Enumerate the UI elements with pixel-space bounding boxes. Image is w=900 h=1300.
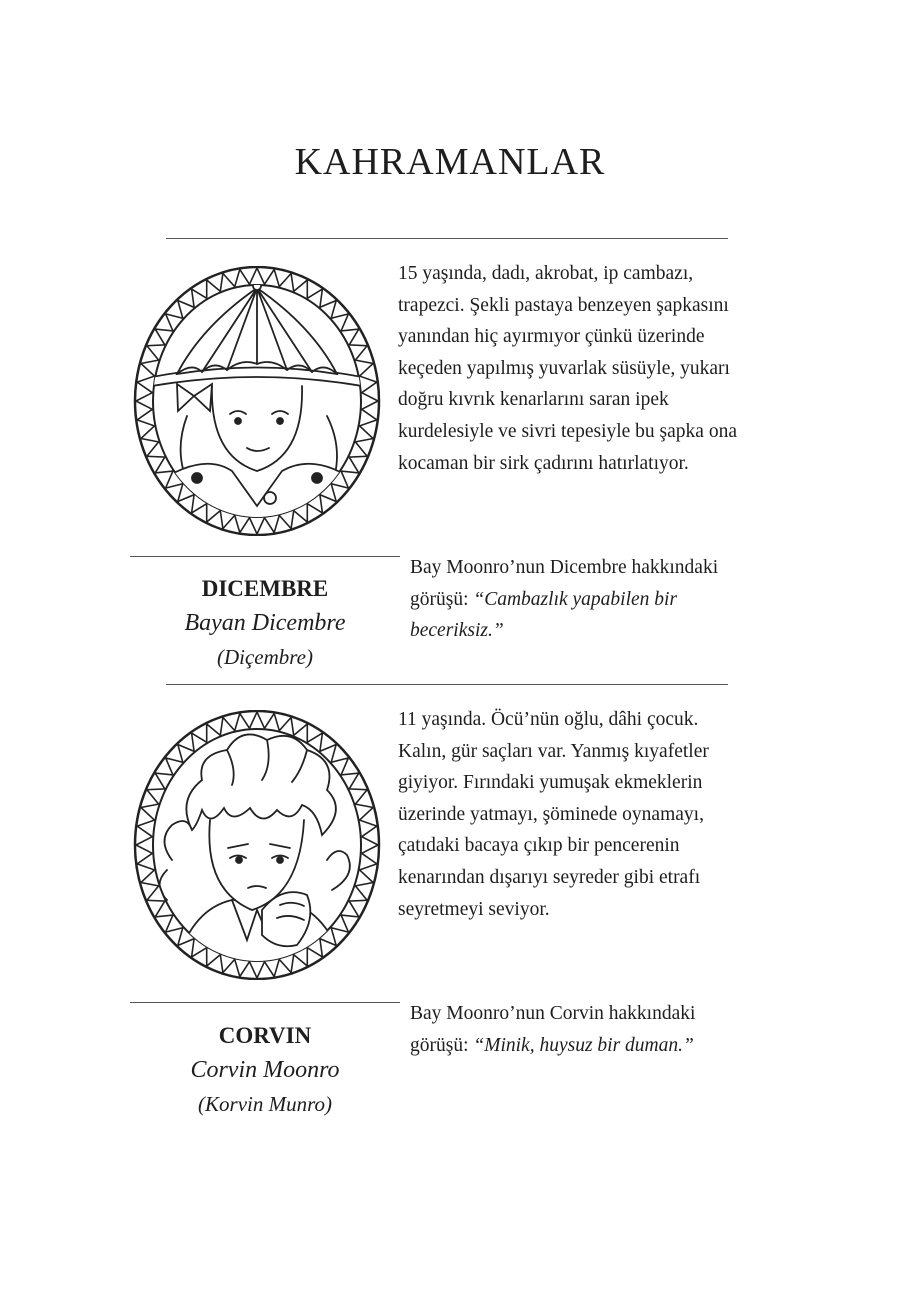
name-divider: [130, 556, 400, 557]
boy-resting-chin-portrait-icon: [132, 710, 382, 980]
character-name: DICEMBRE: [201, 576, 329, 601]
character-name-block: [130, 1019, 400, 1121]
opinion-quote: “Minik, huysuz bir duman.”: [473, 1034, 694, 1056]
opinion-prefix: Bay Moonro’nun Corvin hakkındaki görüşü:: [410, 1003, 696, 1056]
character-opinion: [410, 552, 740, 647]
section-divider: [166, 238, 728, 239]
page-title: KAHRAMANLAR: [294, 141, 606, 183]
character-full-name: Corvin Moonro: [190, 1057, 340, 1083]
character-description: 15 yaşında, dadı, akrobat, ip cambazı, trapezci. Şekli pastaya benzeyen şapkasını yanından hiç ayırmıyor çünkü üzerinde keçeden yapılmış yuvarlak süsüyle, yukarı doğru kıvrık kenarlarını saran ipek kurdelesiyle ve sivri tepesiyle bu şapka ona kocaman bir sirk çadırını hatırlatıyor.: [398, 263, 737, 474]
character-opinion: [410, 998, 740, 1061]
character-pronunciation: (Korvin Munro): [198, 1092, 332, 1116]
character-pronunciation: (Diçembre): [216, 645, 313, 669]
girl-with-circus-hat-portrait-icon: [132, 266, 382, 536]
section-divider: [166, 684, 728, 685]
opinion-prefix: Bay Moonro’nun Dicembre hakkındaki görüşü:: [410, 557, 719, 610]
character-name: CORVIN: [218, 1023, 312, 1048]
opinion-quote: “Cambazlık yapabilen bir beceriksiz.”: [410, 588, 678, 642]
character-description: 11 yaşında. Öcü’nün oğlu, dâhi çocuk. Kalın, gür saçları var. Yanmış kıyafetler giyiyor. Fırındaki yumuşak ekmeklerin üzerinde yatmayı, şöminede oynamayı, çatıdaki bacaya çıkıp bir pencerenin kenarından dışarıyı seyreder gibi etrafı seyretmeyi seviyor.: [398, 709, 709, 920]
character-full-name: Bayan Dicembre: [184, 610, 346, 636]
character-name-block: [130, 572, 400, 674]
name-divider: [130, 1002, 400, 1003]
